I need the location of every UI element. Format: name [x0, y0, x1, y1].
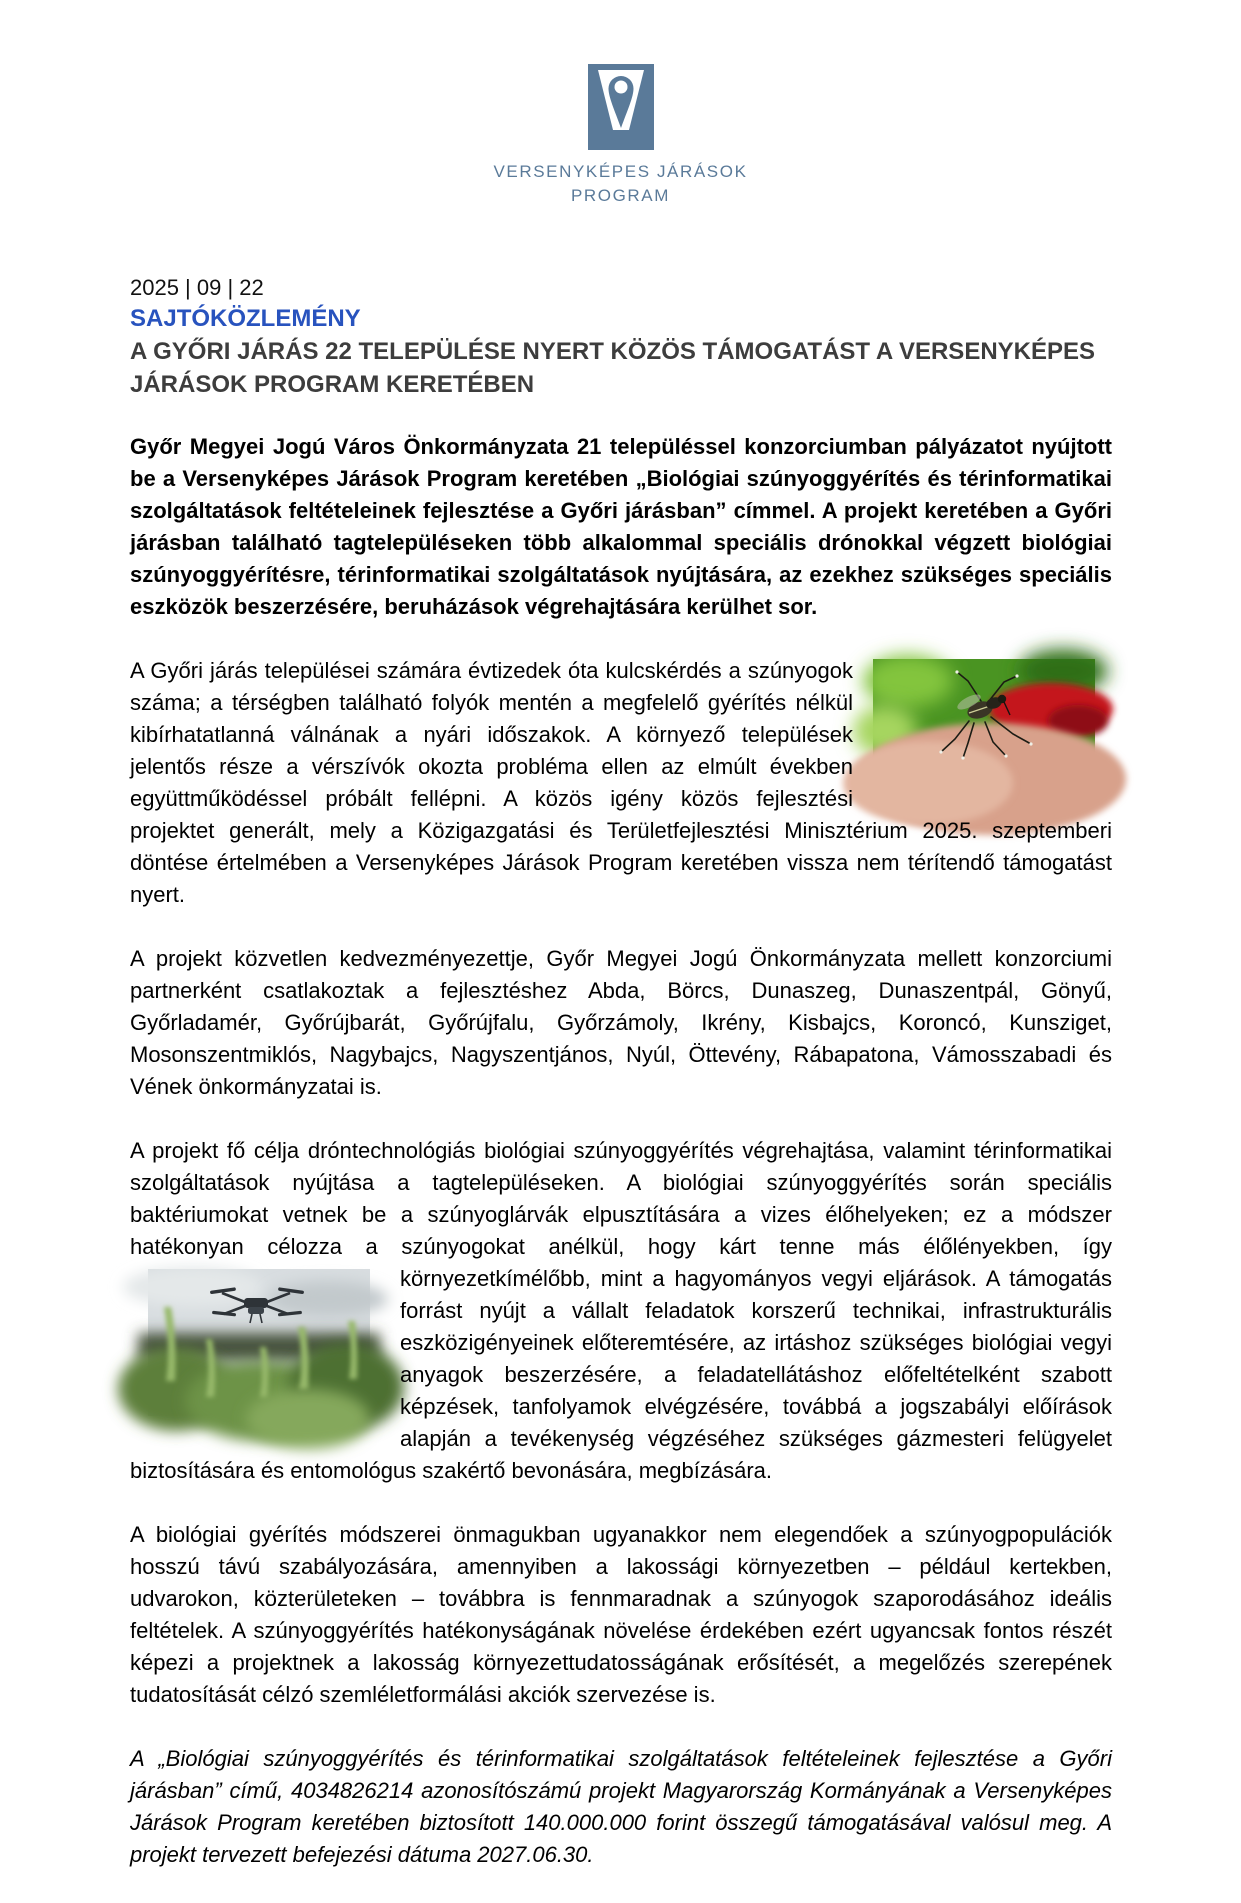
logo-text-line2: PROGRAM	[570, 186, 671, 205]
paragraph-project-goal	[130, 1135, 1112, 1487]
press-release-label: SAJTÓKÖZLEMÉNY	[130, 305, 361, 332]
press-title: A GYŐRI JÁRÁS 22 TELEPÜLÉSE NYERT KÖZÖS TÁMOGATÁST A VERSENYKÉPES JÁRÁSOK PROGRAM KERETÉBEN	[130, 338, 1096, 398]
press-date: 2025 | 09 | 22	[130, 275, 264, 300]
lead-paragraph: Győr Megyei Jogú Város Önkormányzata 21 településsel konzorciumban pályázatot nyújtott be a Versenyképes Járások Program keretében „Biológiai szúnyoggyérítés és térinformatikai szolgáltatások feltételeinek fejlesztése a Győri járásban” címmel. A projekt keretében a Győri járásban található tagtelepüléseken több alkalommal speciális drónokkal végzett biológiai szúnyoggyérítésre, térinformatikai szolgáltatások nyújtására, az ezekhez szükséges speciális eszközök beszerzésére, beruházások végrehajtására kerülhet sor.	[130, 434, 1112, 619]
document-content	[130, 272, 1112, 1903]
paragraph-mosquito-problem-text: A Győri járás települései számára évtizedek óta kulcskérdés a szúnyogok száma; a térségben található folyók mentén a megfelelő gyérítés nélkül kibírhatatlanná válnának a nyári időszakok. A környező települések jelentős része a vérszívók okozta probléma ellen az elmúlt években együttműködéssel próbált fellépni. A közös igény közös fejlesztési projektet generált, mely a Közigazgatási és Területfejlesztési Minisztérium 2025. szeptemberi döntése értelmében a Versenyképes Járások Program keretében vissza nem térítendő támogatást nyert.	[130, 658, 1112, 907]
map-pin-logo-icon	[588, 64, 654, 150]
drone-photo	[148, 1269, 370, 1416]
program-logo	[0, 64, 1241, 208]
paragraph-awareness: A biológiai gyérítés módszerei önmagukban ugyanakkor nem elegendőek a szúnyogpopulációk hosszú távú szabályozására, amennyiben a lakossági környezetben – például kertekben, udvarokon, közterületeken – továbbra is fennmaradnak a szúnyogok szaporodásához ideális feltételek. A szúnyoggyérítés hatékonyságának növelése érdekében ezért ugyancsak fontos részét képezi a projektnek a lakosság környezettudatosságának erősítését, a megelőzés szerepének tudatosítását célzó szemléletformálási akciók szervezése is.	[130, 1522, 1112, 1707]
closing-paragraph: A „Biológiai szúnyoggyérítés és térinformatikai szolgáltatások feltételeinek fejlesztése a Győri járásban” című, 4034826214 azonosítószámú projekt Magyarország Kormányának a Versenyképes Járások Program keretében biztosított 140.000.000 forint összegű támogatásával valósul meg. A projekt tervezett befejezési dátuma 2027.06.30.	[130, 1746, 1112, 1867]
logo-text-line1: VERSENYKÉPES JÁRÁSOK	[493, 162, 748, 181]
paragraph-project-goal-part1: A projekt fő célja dróntechnológiás biológiai szúnyoggyérítés végrehajtása, valamint térinformatikai szolgáltatások nyújtása a tagtelepüléseken. A biológiai szúnyoggyérítés során speciális baktériumokat vetnek be a szúnyoglárvák elpusztítására a vizes élőhelyeken; ez a módszer hatékonyan célozza a szúnyogokat anélkül, hogy kárt tenne más élőlényekben, így	[130, 1138, 1112, 1259]
paragraph-mosquito-problem	[130, 655, 1112, 911]
paragraph-consortium-partners: A projekt közvetlen kedvezményezettje, Győr Megyei Jogú Önkormányzata mellett konzorciumi partnerként csatlakoztak a fejlesztéshez Abda, Börcs, Dunaszeg, Dunaszentpál, Gönyű, Győrladamér, Győrújbarát, Győrújfalu, Győrzámoly, Ikrény, Kisbajcs, Koroncó, Kunsziget, Mosonszentmiklós, Nagybajcs, Nagyszentjános, Nyúl, Öttevény, Rábapatona, Vámosszabadi és Vének önkormányzatai is.	[130, 946, 1112, 1099]
mosquito-photo	[873, 659, 1095, 771]
paragraph-project-goal-part2: környezetkímélőbb, mint a hagyományos vegyi eljárások. A támogatás forrást nyújt a vállalt feladatok korszerű technikai, infrastrukturális eszközigényeinek előteremtésére, az irtáshoz szükséges biológiai vegyi anyagok beszerzésére, a feladatellátáshoz előfeltételként szabott képzések, tanfolyamok elvégzésére, továbbá a jogszabályi előírások alapján a tevékenység végzéséhez szükséges gázmesteri felügyelet biztosítására és entomológus szakértő bevonására, megbízására.	[130, 1266, 1112, 1483]
